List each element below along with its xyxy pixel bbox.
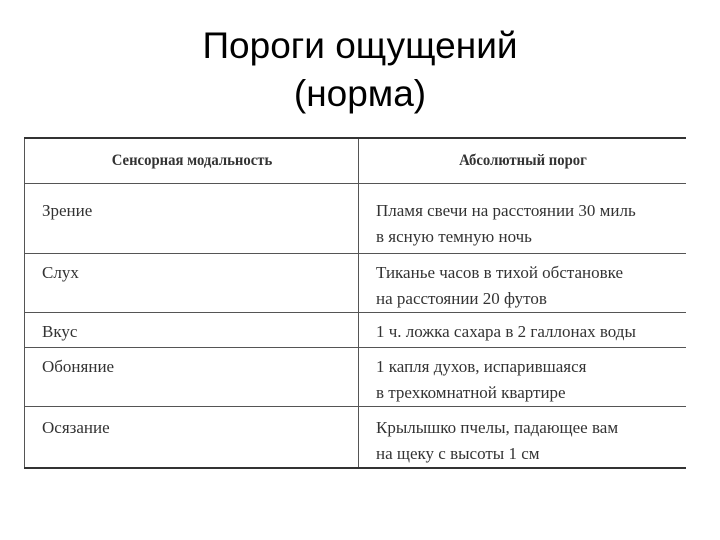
threshold-line: на щеку с высоты 1 см bbox=[376, 444, 540, 463]
modality-cell: Вкус bbox=[25, 313, 359, 348]
modality-cell: Слух bbox=[25, 254, 359, 313]
header-modality: Сенсорная модальность bbox=[38, 138, 345, 184]
modality-cell: Зрение bbox=[25, 184, 359, 254]
threshold-cell bbox=[359, 348, 687, 407]
thresholds-table bbox=[24, 137, 686, 469]
threshold-line: Тиканье часов в тихой обстановке bbox=[376, 263, 624, 282]
threshold-line: на расстоянии 20 футов bbox=[376, 289, 547, 308]
table-row bbox=[25, 254, 687, 313]
threshold-cell bbox=[359, 184, 687, 254]
threshold-line: 1 ч. ложка сахара в 2 галлонах воды bbox=[376, 322, 636, 341]
threshold-cell bbox=[359, 313, 687, 348]
threshold-line: в трехкомнатной квартире bbox=[376, 383, 566, 402]
slide-title-line1: Пороги ощущений bbox=[202, 25, 518, 66]
threshold-cell bbox=[359, 407, 687, 469]
table-row bbox=[25, 407, 687, 469]
modality-cell: Осязание bbox=[25, 407, 359, 469]
slide-title-line2: (норма) bbox=[293, 73, 427, 114]
table-row bbox=[25, 348, 687, 407]
threshold-line: в ясную темную ночь bbox=[376, 227, 532, 246]
header-threshold: Абсолютный порог bbox=[372, 138, 673, 184]
slide-title bbox=[0, 22, 720, 118]
table-row bbox=[25, 313, 687, 348]
threshold-line: Пламя свечи на расстоянии 30 миль bbox=[376, 201, 636, 220]
modality-cell: Обоняние bbox=[25, 348, 359, 407]
threshold-line: 1 капля духов, испарившаяся bbox=[376, 357, 587, 376]
threshold-cell bbox=[359, 254, 687, 313]
table-row bbox=[25, 184, 687, 254]
threshold-line: Крылышко пчелы, падающее вам bbox=[376, 418, 619, 437]
table-header-row bbox=[25, 138, 687, 184]
